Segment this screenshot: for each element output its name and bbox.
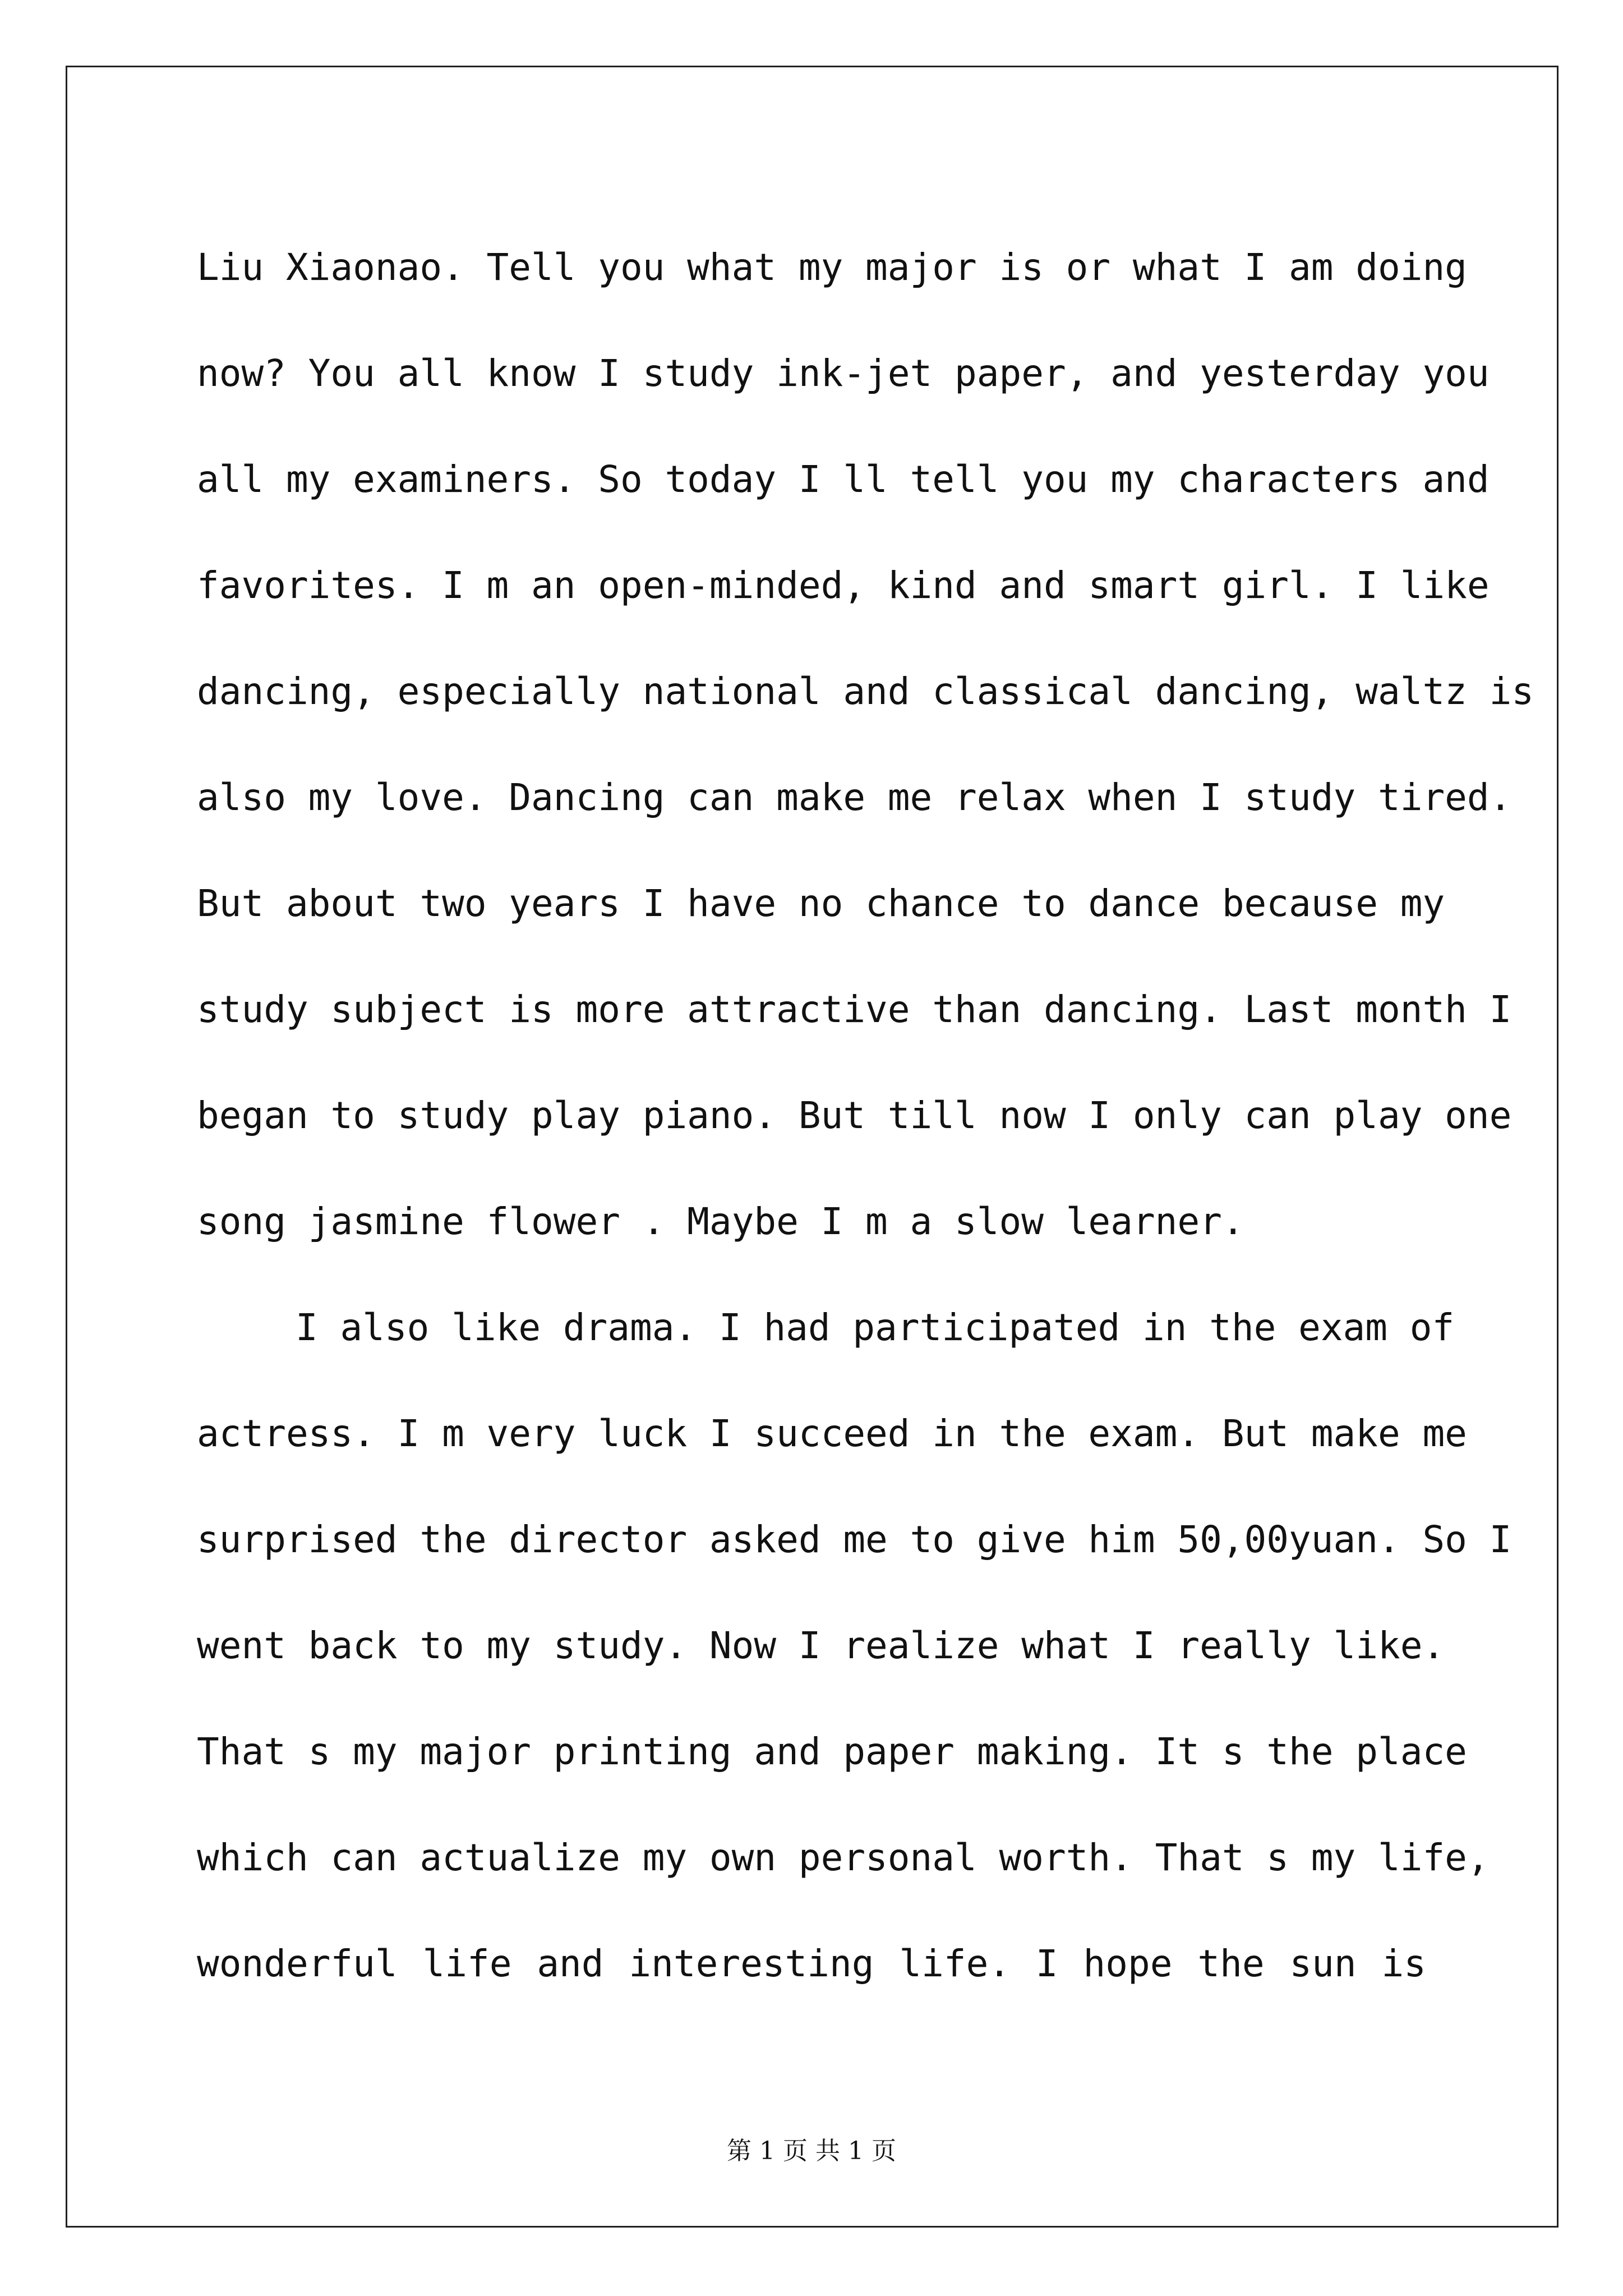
- text-line: began to study play piano. But till now I only can play one: [197, 1094, 1512, 1137]
- text-line: wonderful life and interesting life. I hope the sun is: [197, 1942, 1426, 1985]
- text-line: study subject is more attractive than dancing. Last month I: [197, 988, 1512, 1031]
- text-line: song jasmine flower . Maybe I m a slow learner.: [197, 1200, 1244, 1243]
- text-line: favorites. I m an open-minded, kind and smart girl. I like: [197, 564, 1490, 607]
- text-line: all my examiners. So today I ll tell you my characters and: [197, 458, 1490, 501]
- text-line: surprised the director asked me to give him 50,00yuan. So I: [197, 1518, 1512, 1561]
- text-line: Liu Xiaonao. Tell you what my major is or what I am doing: [197, 246, 1467, 289]
- text-line: I also like drama. I had participated in the exam of: [296, 1306, 1455, 1349]
- text-line: dancing, especially national and classical dancing, waltz is: [197, 670, 1534, 713]
- document-body: [197, 214, 1534, 2017]
- text-line: actress. I m very luck I succeed in the exam. But make me: [197, 1412, 1467, 1455]
- text-line: But about two years I have no chance to dance because my: [197, 882, 1445, 925]
- text-line: went back to my study. Now I realize what I really like.: [197, 1624, 1445, 1667]
- page-number-footer: 第 1 页 共 1 页: [727, 2137, 896, 2165]
- text-line: also my love. Dancing can make me relax when I study tired.: [197, 776, 1512, 819]
- text-line: That s my major printing and paper making. It s the place: [197, 1730, 1467, 1773]
- text-line: now? You all know I study ink-jet paper, and yesterday you: [197, 352, 1490, 395]
- text-line: which can actualize my own personal worth. That s my life,: [197, 1836, 1490, 1879]
